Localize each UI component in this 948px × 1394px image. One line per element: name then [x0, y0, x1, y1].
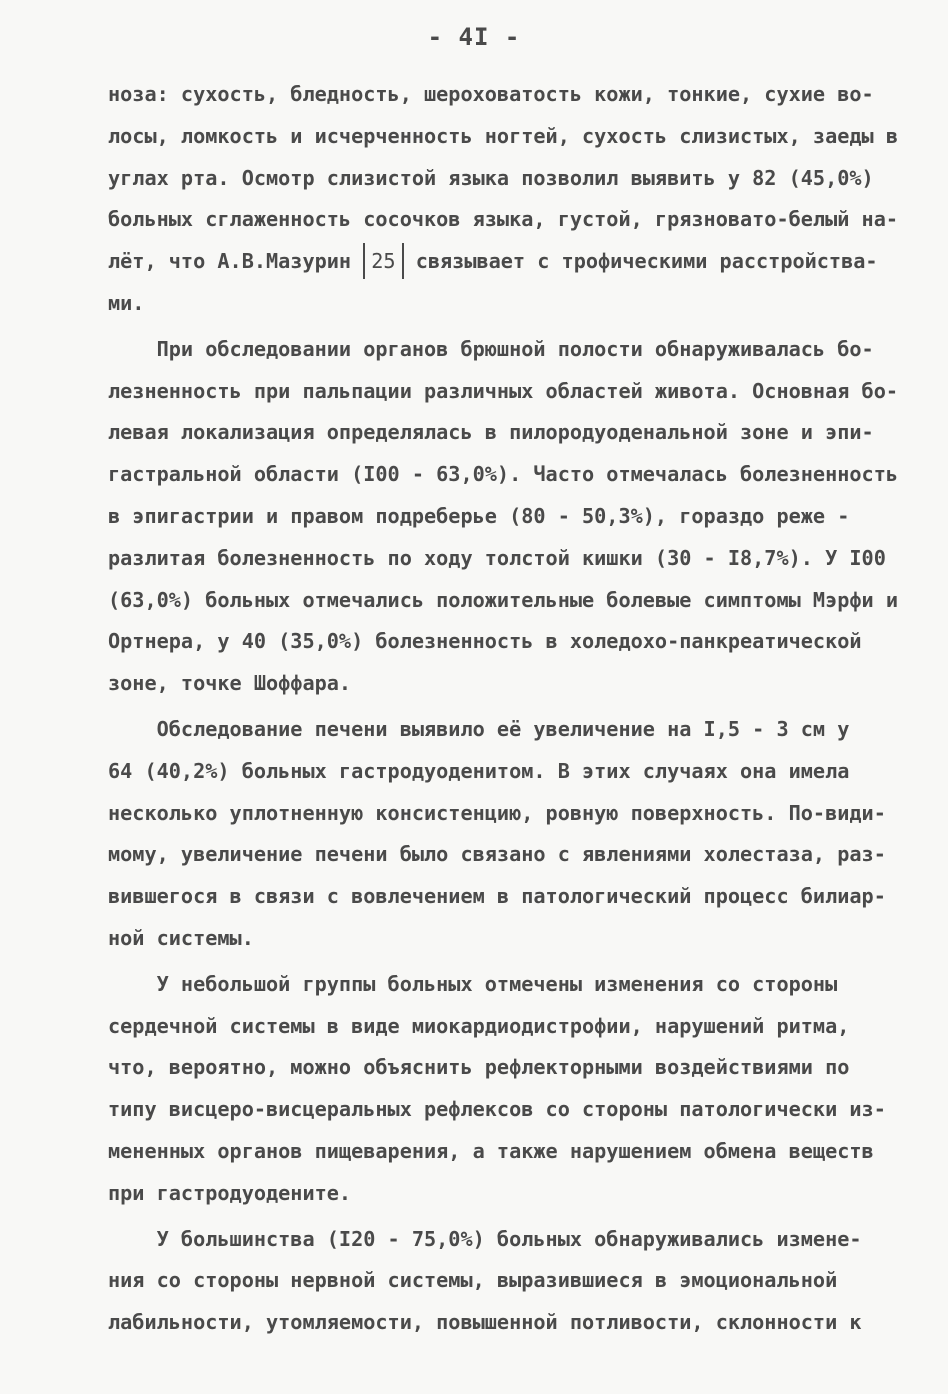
text-line: несколько уплотненную консистенцию, ровную поверхность. По-види- [108, 800, 886, 825]
text-line: зоне, точке Шоффара. [108, 671, 352, 696]
text-line: гастральной области (I00 - 63,0%). Часто отмечалась болезненность [108, 462, 899, 487]
text-line: лабильности, утомляемости, повышенной потливости, склонности к [108, 1310, 862, 1335]
text-line: левая локализация определялась в пилородуоденальной зоне и эпи- [108, 420, 874, 445]
paragraph [108, 1219, 890, 1344]
paragraph [108, 329, 899, 705]
paragraph [108, 964, 890, 1215]
text-line: ной системы. [108, 925, 254, 950]
text-line: лезненность при пальпации различных областей живота. Основная бо- [108, 378, 899, 403]
text-line: больных сглаженность сосочков языка, густой, грязновато-белый на- [108, 207, 899, 232]
text-line: разлитая болезненность по ходу толстой кишки (30 - I8,7%). У I00 [108, 545, 886, 570]
paragraph [108, 709, 890, 960]
paragraph [108, 74, 899, 325]
text-line: (63,0%) больных отмечались положительные болевые симптомы Мэрфи и [108, 587, 899, 612]
text-line: мому, увеличение печени было связано с явлениями холестаза, раз- [108, 842, 886, 867]
text-line: в эпигастрии и правом подреберье (80 - 50,3%), гораздо реже - [108, 503, 850, 528]
text-line: что, вероятно, можно объяснить рефлекторными воздействиями по [108, 1055, 850, 1080]
text-line: ния со стороны нервной системы, выразившиеся в эмоциональной [108, 1268, 838, 1293]
text-line: При обследовании органов брюшной полости обнаруживалась бо- [108, 336, 874, 361]
text-line: углах рта. Осмотр слизистой языка позволил выявить у 82 (45,0%) [108, 165, 874, 190]
text-line: Ортнера, у 40 (35,0%) болезненность в холедохо-панкреатической [108, 629, 862, 654]
text-line: при гастродуодените. [108, 1180, 352, 1205]
text-line: ми. [108, 290, 145, 315]
text-line: сердечной системы в виде миокардиодистрофии, нарушений ритма, [108, 1013, 850, 1038]
text-line: У небольшой группы больных отмечены изменения со стороны [108, 971, 838, 996]
body-text [108, 74, 899, 1344]
text-line: мененных органов пищеварения, а также нарушением обмена веществ [108, 1138, 874, 1163]
text-line: вившегося в связи с вовлечением в патологический процесс билиар- [108, 884, 886, 909]
text-line: типу висцеро-висцеральных рефлексов со стороны патологически из- [108, 1097, 886, 1122]
text-line: ноза: сухость, бледность, шероховатость кожи, тонкие, сухие во- [108, 82, 874, 106]
text-line: Обследование печени выявило её увеличение на I,5 - 3 см у [108, 716, 850, 741]
page-number: - 4I - [427, 23, 521, 51]
text-line: лосы, ломкость и исчерченность ногтей, сухость слизистых, заеды в [108, 123, 899, 148]
text-line: лёт, что А.В.Мазурин 25 связывает с трофическими расстройства- [108, 241, 890, 283]
text-line: У большинства (I20 - 75,0%) больных обнаруживались измене- [108, 1226, 862, 1251]
text-line: 64 (40,2%) больных гастродуоденитом. В этих случаях она имела [108, 758, 850, 783]
reference-citation: 25 [363, 243, 403, 279]
